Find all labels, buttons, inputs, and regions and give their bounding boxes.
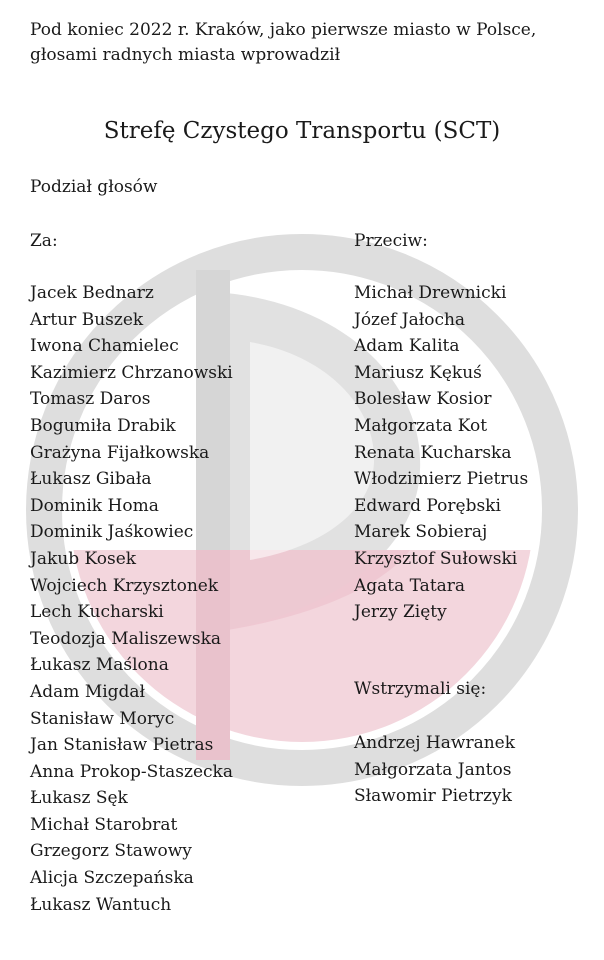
list-item: Włodzimierz Pietrus bbox=[354, 469, 529, 490]
intro-text: Pod koniec 2022 r. Kraków, jako pierwsze miasto w Polsce, głosami radnych miasta wprowadził bbox=[30, 20, 537, 65]
list-item: Bogumiła Drabik bbox=[30, 415, 176, 436]
list-item: Teodozja Maliszewska bbox=[30, 628, 222, 649]
list-item: Małgorzata Jantos bbox=[354, 759, 512, 780]
list-item: Stanisław Moryc bbox=[30, 708, 175, 729]
vote-breakdown-heading: Podział głosów bbox=[30, 177, 158, 197]
list-item: Alicja Szczepańska bbox=[30, 868, 194, 889]
list-item: Grzegorz Stawowy bbox=[30, 841, 192, 862]
list-item: Łukasz Sęk bbox=[30, 788, 128, 809]
list-item: Jacek Bednarz bbox=[30, 283, 154, 303]
page-title: Strefę Czystego Transportu (SCT) bbox=[103, 118, 501, 144]
list-item: Łukasz Maślona bbox=[30, 655, 169, 676]
against-list bbox=[354, 280, 528, 626]
list-item: Renata Kucharska bbox=[354, 442, 512, 463]
list-item: Krzysztof Sułowski bbox=[354, 548, 518, 569]
list-item: Dominik Homa bbox=[30, 495, 159, 516]
list-item: Mariusz Kękuś bbox=[354, 362, 482, 383]
for-list bbox=[30, 280, 233, 918]
list-item: Dominik Jaśkowiec bbox=[30, 522, 194, 543]
list-item: Jakub Kosek bbox=[30, 548, 137, 569]
list-item: Łukasz Gibała bbox=[30, 469, 152, 490]
list-item: Adam Migdał bbox=[30, 681, 146, 702]
list-item: Artur Buszek bbox=[30, 309, 144, 330]
list-item: Michał Starobrat bbox=[30, 814, 178, 835]
list-item: Tomasz Daros bbox=[30, 389, 151, 410]
list-item: Józef Jałocha bbox=[354, 309, 466, 330]
list-item: Kazimierz Chrzanowski bbox=[30, 362, 233, 383]
list-item: Jan Stanisław Pietras bbox=[30, 735, 214, 756]
list-item: Łukasz Wantuch bbox=[30, 894, 172, 915]
list-item: Grażyna Fijałkowska bbox=[30, 442, 210, 463]
abstained-list bbox=[354, 730, 515, 810]
list-item: Michał Drewnicki bbox=[354, 283, 507, 303]
list-item: Jerzy Zięty bbox=[354, 602, 447, 623]
list-item: Sławomir Pietrzyk bbox=[354, 786, 512, 807]
list-item: Małgorzata Kot bbox=[354, 415, 488, 436]
list-item: Edward Porębski bbox=[354, 495, 501, 516]
list-item: Anna Prokop-Staszecka bbox=[30, 761, 233, 782]
for-heading: Za: bbox=[30, 231, 58, 251]
against-heading: Przeciw: bbox=[354, 231, 428, 251]
list-item: Agata Tatara bbox=[354, 575, 466, 596]
list-item: Adam Kalita bbox=[354, 336, 460, 357]
list-item: Marek Sobieraj bbox=[354, 522, 488, 543]
list-item: Bolesław Kosior bbox=[354, 389, 492, 410]
list-item: Iwona Chamielec bbox=[30, 336, 179, 357]
list-item: Lech Kucharski bbox=[30, 602, 164, 623]
list-item: Andrzej Hawranek bbox=[354, 733, 516, 753]
list-item: Wojciech Krzysztonek bbox=[30, 575, 219, 596]
abstained-heading: Wstrzymali się: bbox=[354, 679, 487, 699]
